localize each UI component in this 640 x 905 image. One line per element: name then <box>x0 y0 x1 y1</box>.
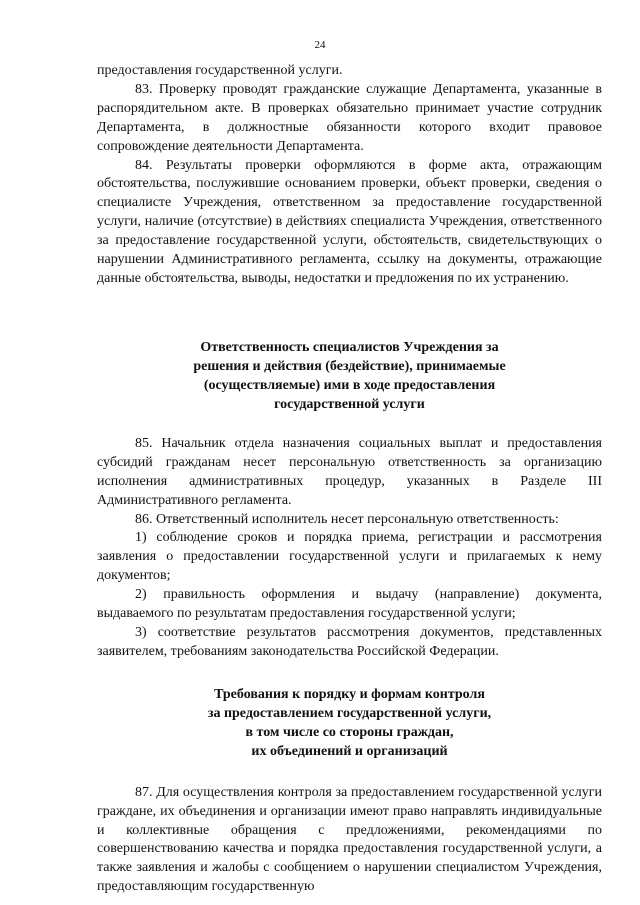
heading-line: решения и действия (бездействие), принимаемые <box>193 358 506 374</box>
heading-line: (осуществляемые) ими в ходе предоставления <box>203 377 496 393</box>
section-heading-control-requirements <box>97 685 602 761</box>
section-heading-responsibility <box>97 338 602 414</box>
heading-line: их объединений и организаций <box>251 743 448 759</box>
paragraph-continuation: предоставления государственной услуги. <box>97 63 343 78</box>
paragraph-86: 86. Ответственный исполнитель несет персональную ответственность: <box>135 511 559 527</box>
paragraph-83: 83. Проверку проводят гражданские служащие Департамента, указанные в распорядительном акте. В проверках обязательно принимает участие сотрудник Департамента, в должностные обязанности которого входит правовое сопровождение деятельности Департамента. <box>97 81 602 154</box>
heading-line: Требования к порядку и формам контроля <box>214 686 485 702</box>
document-body <box>97 62 602 897</box>
heading-line: государственной услуги <box>274 396 425 412</box>
list-item-3: 3) соответствие результатов рассмотрения документов, представленных заявителем, требованиям законодательства Российской Федерации. <box>97 624 602 659</box>
page-number: 24 <box>314 39 326 51</box>
heading-line: за предоставлением государственной услуги, <box>207 705 492 721</box>
list-item-2: 2) правильность оформления и выдачу (направление) документа, выдаваемого по результатам предоставления государственной услуги; <box>97 587 602 622</box>
paragraph-87: 87. Для осуществления контроля за предоставлением государственной услуги граждане, их объединения и организации имеют право направлять индивидуальные и коллективные обращения с предложениями, рекомендациями по совершенствованию качества и порядка предоставления государственной услуги, а также заявления и жалобы с сообщением о нарушении специалистом Учреждения, предоставляющим государственную <box>97 784 602 895</box>
paragraph-85: 85. Начальник отдела назначения социальных выплат и предоставления субсидий гражданам несет персональную ответственность за организацию исполнения административных процедур, указанных в Разделе III Административного регламента. <box>97 435 602 508</box>
list-item-1: 1) соблюдение сроков и порядка приема, регистрации и рассмотрения заявления о предоставлении государственной услуги и прилагаемых к нему документов; <box>97 530 602 584</box>
heading-line: в том числе со стороны граждан, <box>245 724 454 740</box>
paragraph-84: 84. Результаты проверки оформляются в форме акта, отражающим обстоятельства, послужившие основанием проверки, объект проверки, сведения о специалисте Учреждения, ответственном за предоставление государственной услуги, наличие (отсутствие) в действиях специалиста Учреждения, ответственного за предоставление государственной услуги, обстоятельств, свидетельствующих о нарушении Административного регламента, ссылку на документы, отражающие данные обстоятельства, выводы, недостатки и предложения по их устранению. <box>97 157 602 286</box>
heading-line: Ответственность специалистов Учреждения за <box>200 339 499 355</box>
